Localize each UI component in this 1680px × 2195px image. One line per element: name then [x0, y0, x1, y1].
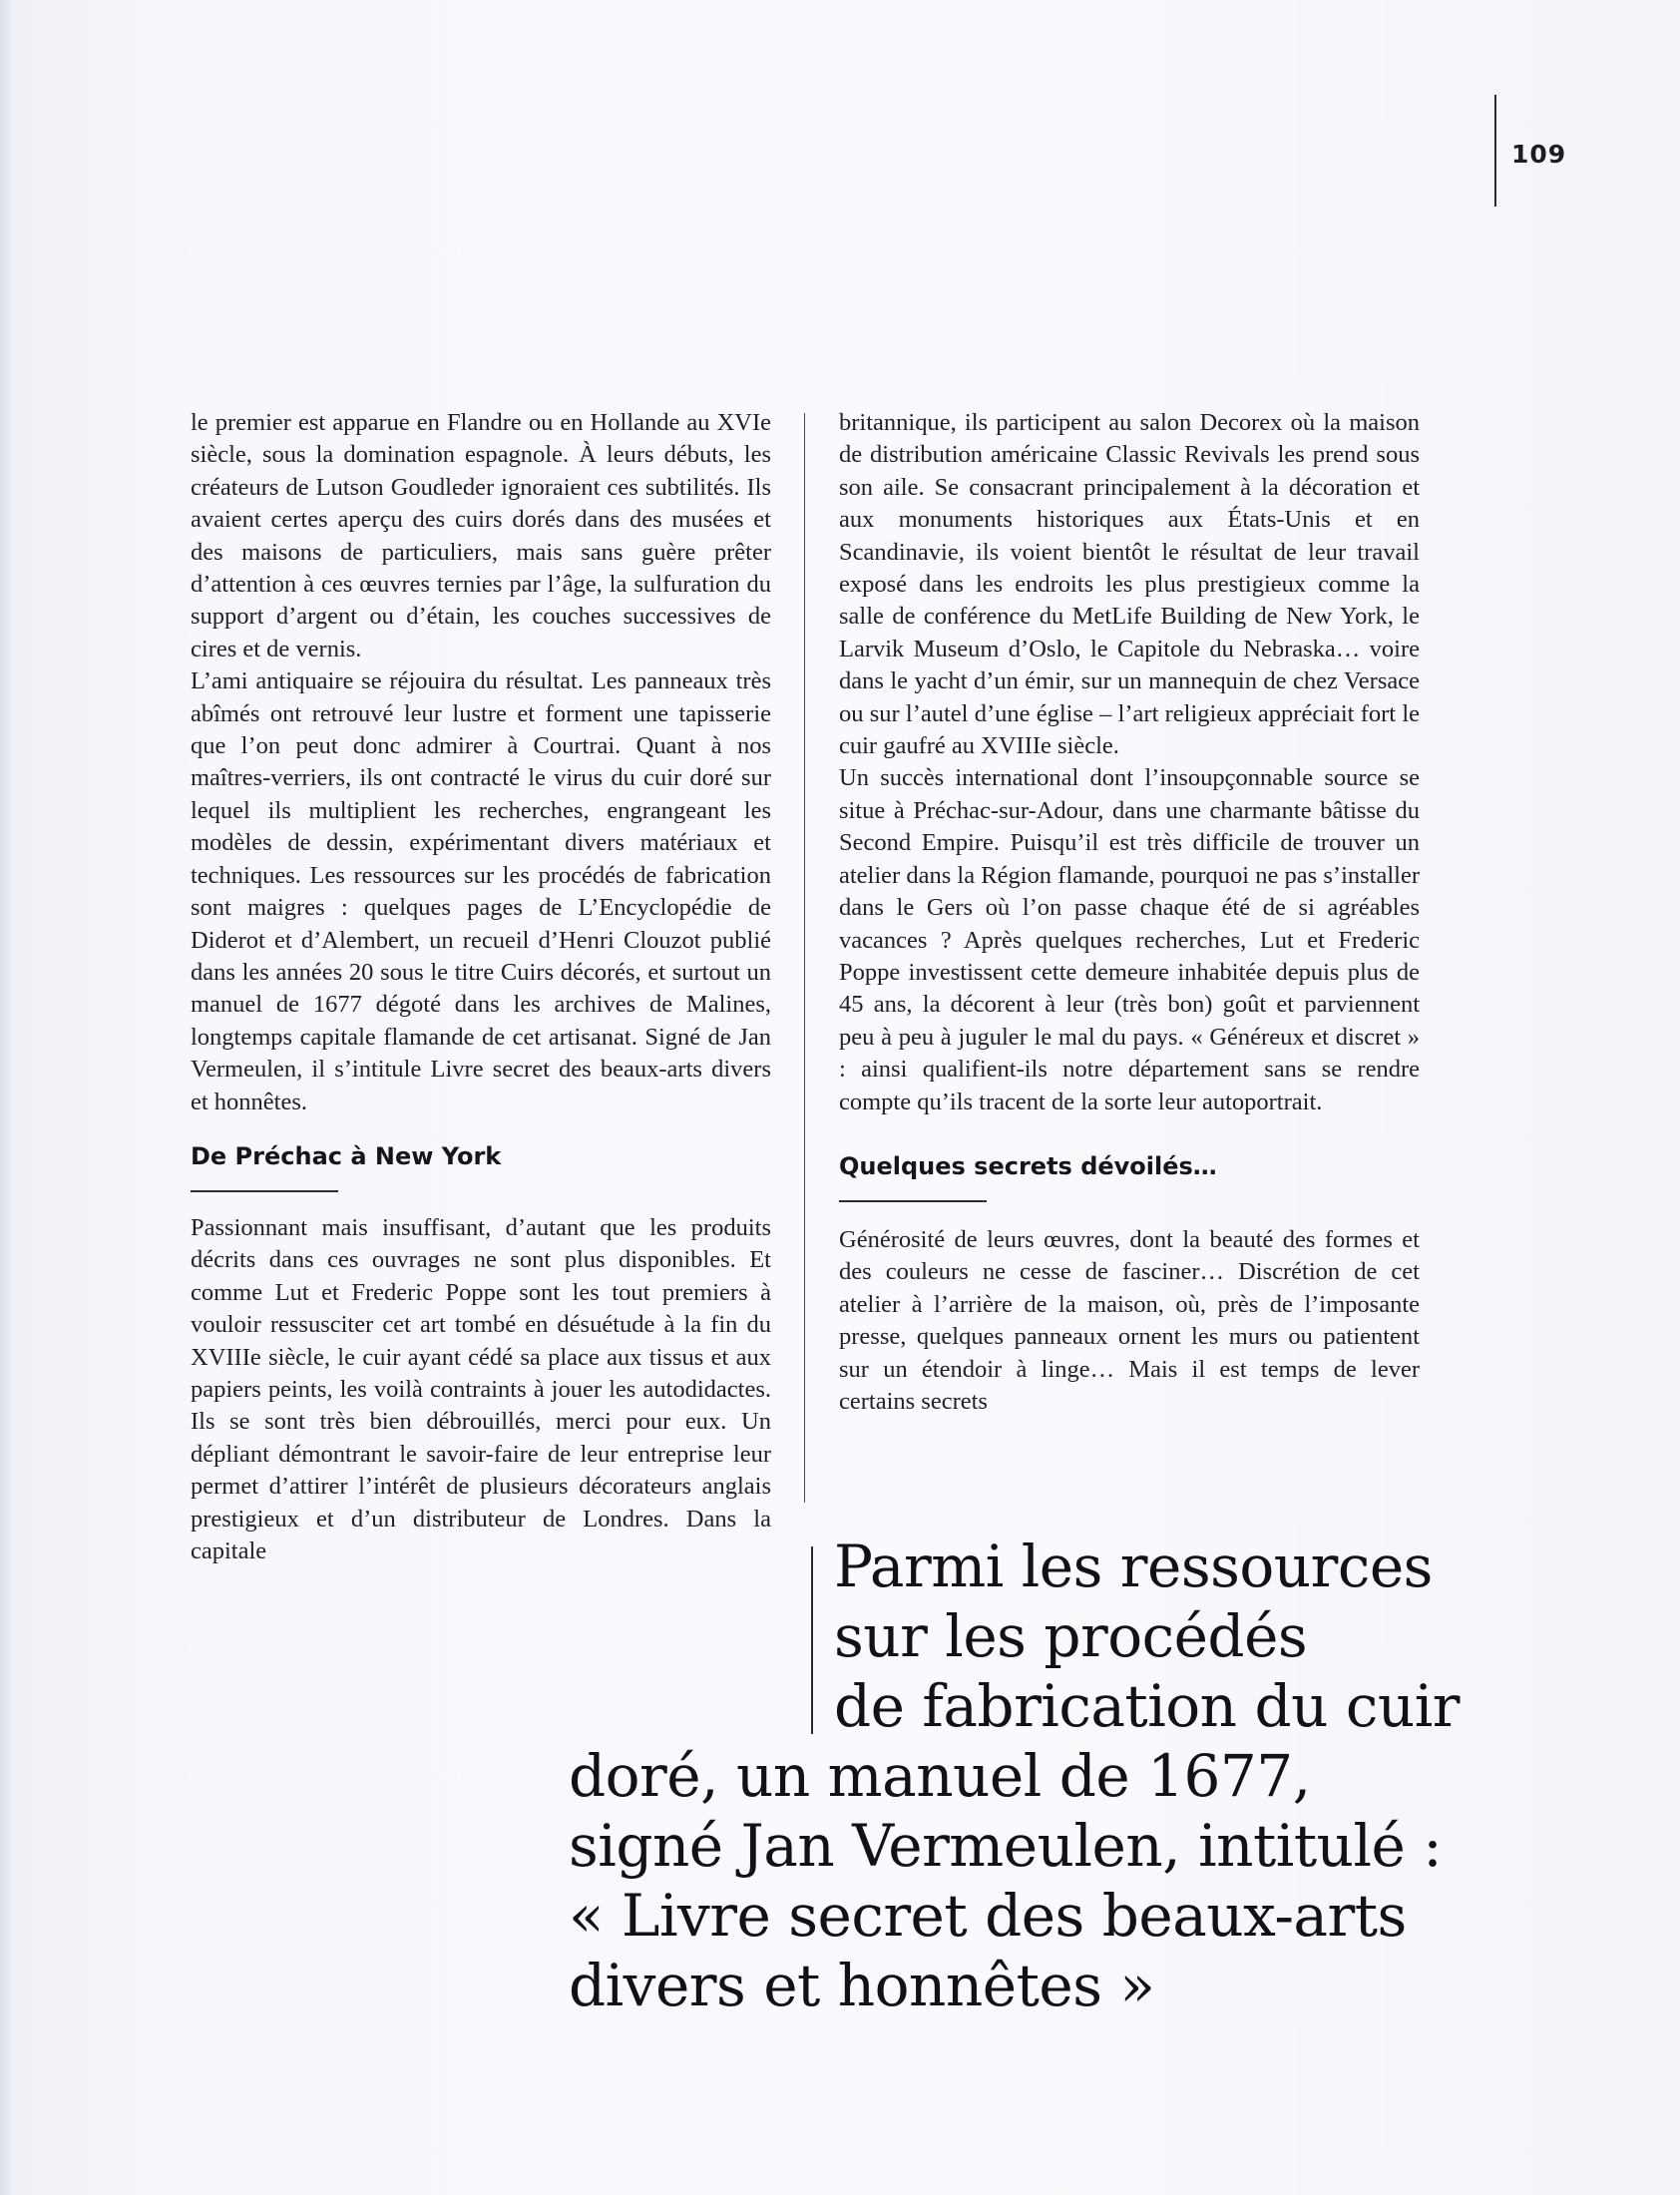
subheading-rule: [191, 1190, 338, 1192]
pull-quote-line: sur les procédés: [834, 1602, 1308, 1670]
left-section-paragraph-1: Passionnant mais insuffisant, d’autant que les produits décrits dans ces ouvrages ne sont plus disponibles. Et comme Lut et Frederic Poppe sont les tout premiers à vouloir ressusciter cet art tombé en désuétude à la fin du XVIIIe siècle, le cuir ayant cédé sa place aux tissus et aux papiers peints, les voilà contraints à jouer les autodidactes. Ils se sont très bien débrouillés, merci pour eux. Un dépliant démontrant le savoir-faire de leur entreprise leur permet d’attirer l’intérêt de plusieurs décorateurs anglais prestigieux et d’un distributeur de Londres. Dans la capitale: [191, 1213, 771, 1564]
right-section-paragraph-1: Générosité de leurs œuvres, dont la beauté des formes et des couleurs ne cesse de fasciner… Discrétion de cet atelier à l’arrière de la maison, où, près de l’imposante presse, quelques panneaux ornent les murs ou patientent sur un étendoir à linge… Mais il est temps de lever certains secrets: [839, 1225, 1420, 1415]
subheading-rule: [839, 1200, 987, 1202]
pull-quote: [569, 1532, 1616, 2020]
pull-quote-line: divers et honnêtes »: [569, 1952, 1155, 2019]
left-paragraph-2: L’ami antiquaire se réjouira du résultat. Les panneaux très abîmés ont retrouvé leur lustre et forment une tapisserie que l’on peut donc admirer à Courtrai. Quant à nos maîtres-verriers, ils ont contracté le virus du cuir doré sur lequel ils multiplient les recherches, engrangeant les modèles de dessin, expérimentant divers matériaux et techniques. Les ressources sur les procédés de fabrication sont maigres : quelques pages de L’Encyclopédie de Diderot et d’Alembert, un recueil d’Henri Clouzot publié dans les années 20 sous le titre Cuirs décorés, et surtout un manuel de 1677 dégoté dans les archives de Malines, longtemps capitale flamande de cet artisanat. Signé de Jan Vermeulen, il s’intitule Livre secret des beaux-arts divers et honnêtes.: [191, 667, 771, 1115]
pull-quote-line: signé Jan Vermeulen, intitulé :: [569, 1812, 1443, 1880]
pull-quote-line: doré, un manuel de 1677,: [569, 1742, 1311, 1810]
right-paragraph-2: Un succès international dont l’insoupçonnable source se situe à Préchac-sur-Adour, dans une charmante bâtisse du Second Empire. Puisqu’il est très difficile de trouver un atelier dans la Région flamande, pourquoi ne pas s’installer dans le Gers où l’on passe chaque été de si agréables vacances ? Après quelques recherches, Lut et Frederic Poppe investissent cette demeure inhabitée depuis plus de 45 ans, la décorent à leur (très bon) goût et parviennent peu à peu à juguler le mal du pays. « Généreux et discret » : ainsi qualifient-ils notre département sans se rendre compte qu’ils tracent de la sorte leur autoportrait.: [839, 764, 1420, 1115]
page-number: 109: [1511, 140, 1567, 169]
page-number-rule: [1494, 95, 1496, 207]
left-paragraph-1: le premier est apparue en Flandre ou en Hollande au XVIe siècle, sous la domination espagnole. À leurs débuts, les créateurs de Lutson Goudleder ignoraient ces subtilités. Ils avaient certes aperçu des cuirs dorés dans des musées et des maisons de particuliers, mais sans guère prêter d’attention à ces œuvres ternies par l’âge, la sulfuration du support d’argent ou d’étain, les couches successives de cires et de vernis.: [191, 409, 771, 662]
subheading-quelques-secrets: Quelques secrets dévoilés…: [839, 1151, 1217, 1180]
page-edge-shadow: [0, 0, 14, 2195]
pull-quote-line: de fabrication du cuir: [834, 1672, 1460, 1740]
column-divider: [804, 413, 805, 1503]
right-paragraph-1: britannique, ils participent au salon Decorex où la maison de distribution américaine Classic Revivals les prend sous son aile. Se consacrant principalement à la décoration et aux monuments historiques aux États-Unis et en Scandinavie, ils voient bientôt le résultat de leur travail exposé dans les endroits les plus prestigieux comme la salle de conférence du MetLife Building de New York, le Larvik Museum d’Oslo, le Capitole du Nebraska… voire dans le yacht d’un émir, sur un mannequin de chez Versace ou sur l’autel d’une église – l’art religieux appréciait fort le cuir gaufré au XVIIIe siècle.: [839, 409, 1420, 760]
left-column: [191, 407, 771, 1567]
pull-quote-line: « Livre secret des beaux-arts: [569, 1882, 1407, 1950]
subheading-de-prechac: De Préchac à New York: [191, 1141, 502, 1170]
pull-quote-line: Parmi les ressources: [834, 1533, 1433, 1600]
right-column: [839, 407, 1420, 1418]
